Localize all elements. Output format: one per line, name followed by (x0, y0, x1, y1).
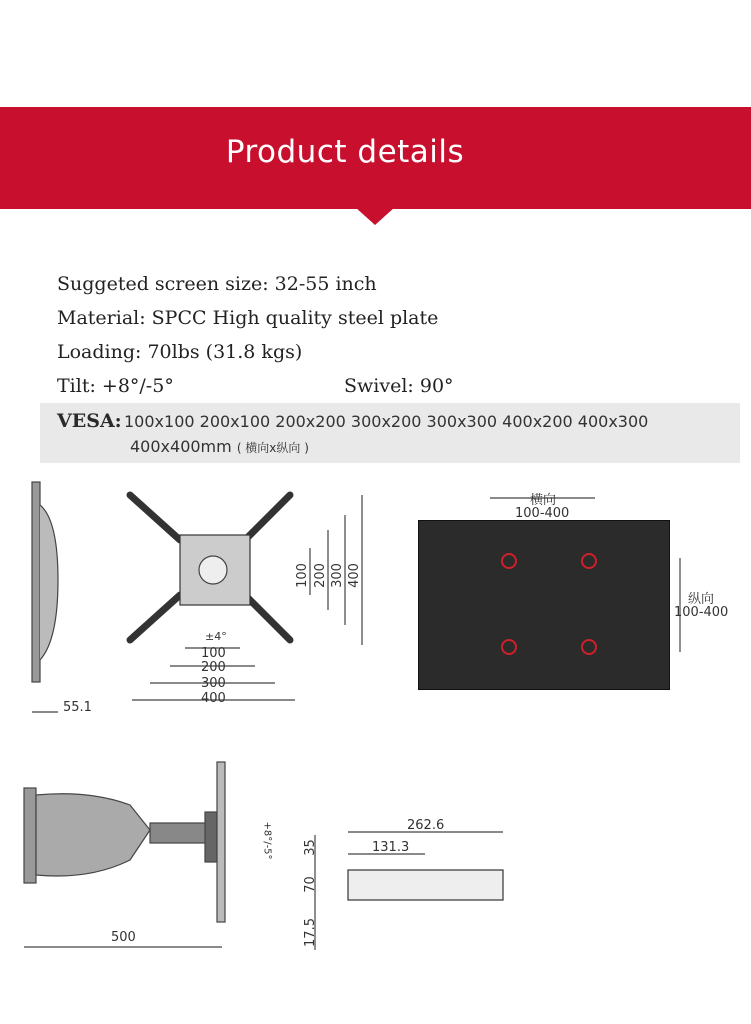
spec-swivel: Swivel: 90° (344, 375, 454, 397)
dim-side-depth: 55.1 (63, 700, 92, 715)
tv-h-range: 100-400 (515, 506, 570, 521)
mount-hole (581, 553, 597, 569)
spec-material: Material: SPCC High quality steel plate (57, 307, 439, 329)
vesa-note: ( 横向x纵向 ) (236, 441, 309, 455)
dim-v-400: 400 (346, 563, 362, 588)
dim-h-300: 300 (201, 676, 226, 691)
tv-back-photo (418, 520, 670, 690)
vesa-label: VESA: (57, 410, 122, 432)
dim-plate-top: 35 (302, 839, 318, 856)
dim-extension: 500 (111, 930, 136, 945)
dim-h-400: 400 (201, 691, 226, 706)
dim-plate-bottom: 17.5 (302, 918, 318, 947)
dim-v-200: 200 (312, 563, 328, 588)
tv-v-range: 100-400 (674, 605, 729, 620)
mount-hole (501, 639, 517, 655)
spec-tilt: Tilt: +8°/-5° (57, 375, 174, 397)
dim-v-100: 100 (294, 563, 310, 588)
dim-v-300: 300 (329, 563, 345, 588)
mount-hole (581, 639, 597, 655)
tv-h-label: 横向 (530, 493, 557, 508)
dim-h-100: 100 (201, 646, 226, 661)
dim-side-tilt: +8°/-5° (261, 821, 273, 860)
dim-plate-middle: 70 (302, 876, 318, 893)
spec-loading: Loading: 70lbs (31.8 kgs) (57, 341, 303, 363)
tv-v-label: 纵向 (688, 592, 715, 607)
dim-tilt-angle: ±4° (205, 630, 227, 643)
dim-plate-half: 131.3 (372, 840, 410, 855)
vesa-last-size: 400x400mm (130, 437, 232, 456)
dim-plate-width: 262.6 (407, 818, 445, 833)
page-title: Product details (225, 134, 465, 170)
dim-h-200: 200 (201, 660, 226, 675)
vesa-values: 100x100 200x100 200x200 300x200 300x300 400x200 400x300 (124, 412, 649, 431)
mount-hole (501, 553, 517, 569)
spec-screen-size: Suggeted screen size: 32-55 inch (57, 273, 377, 295)
